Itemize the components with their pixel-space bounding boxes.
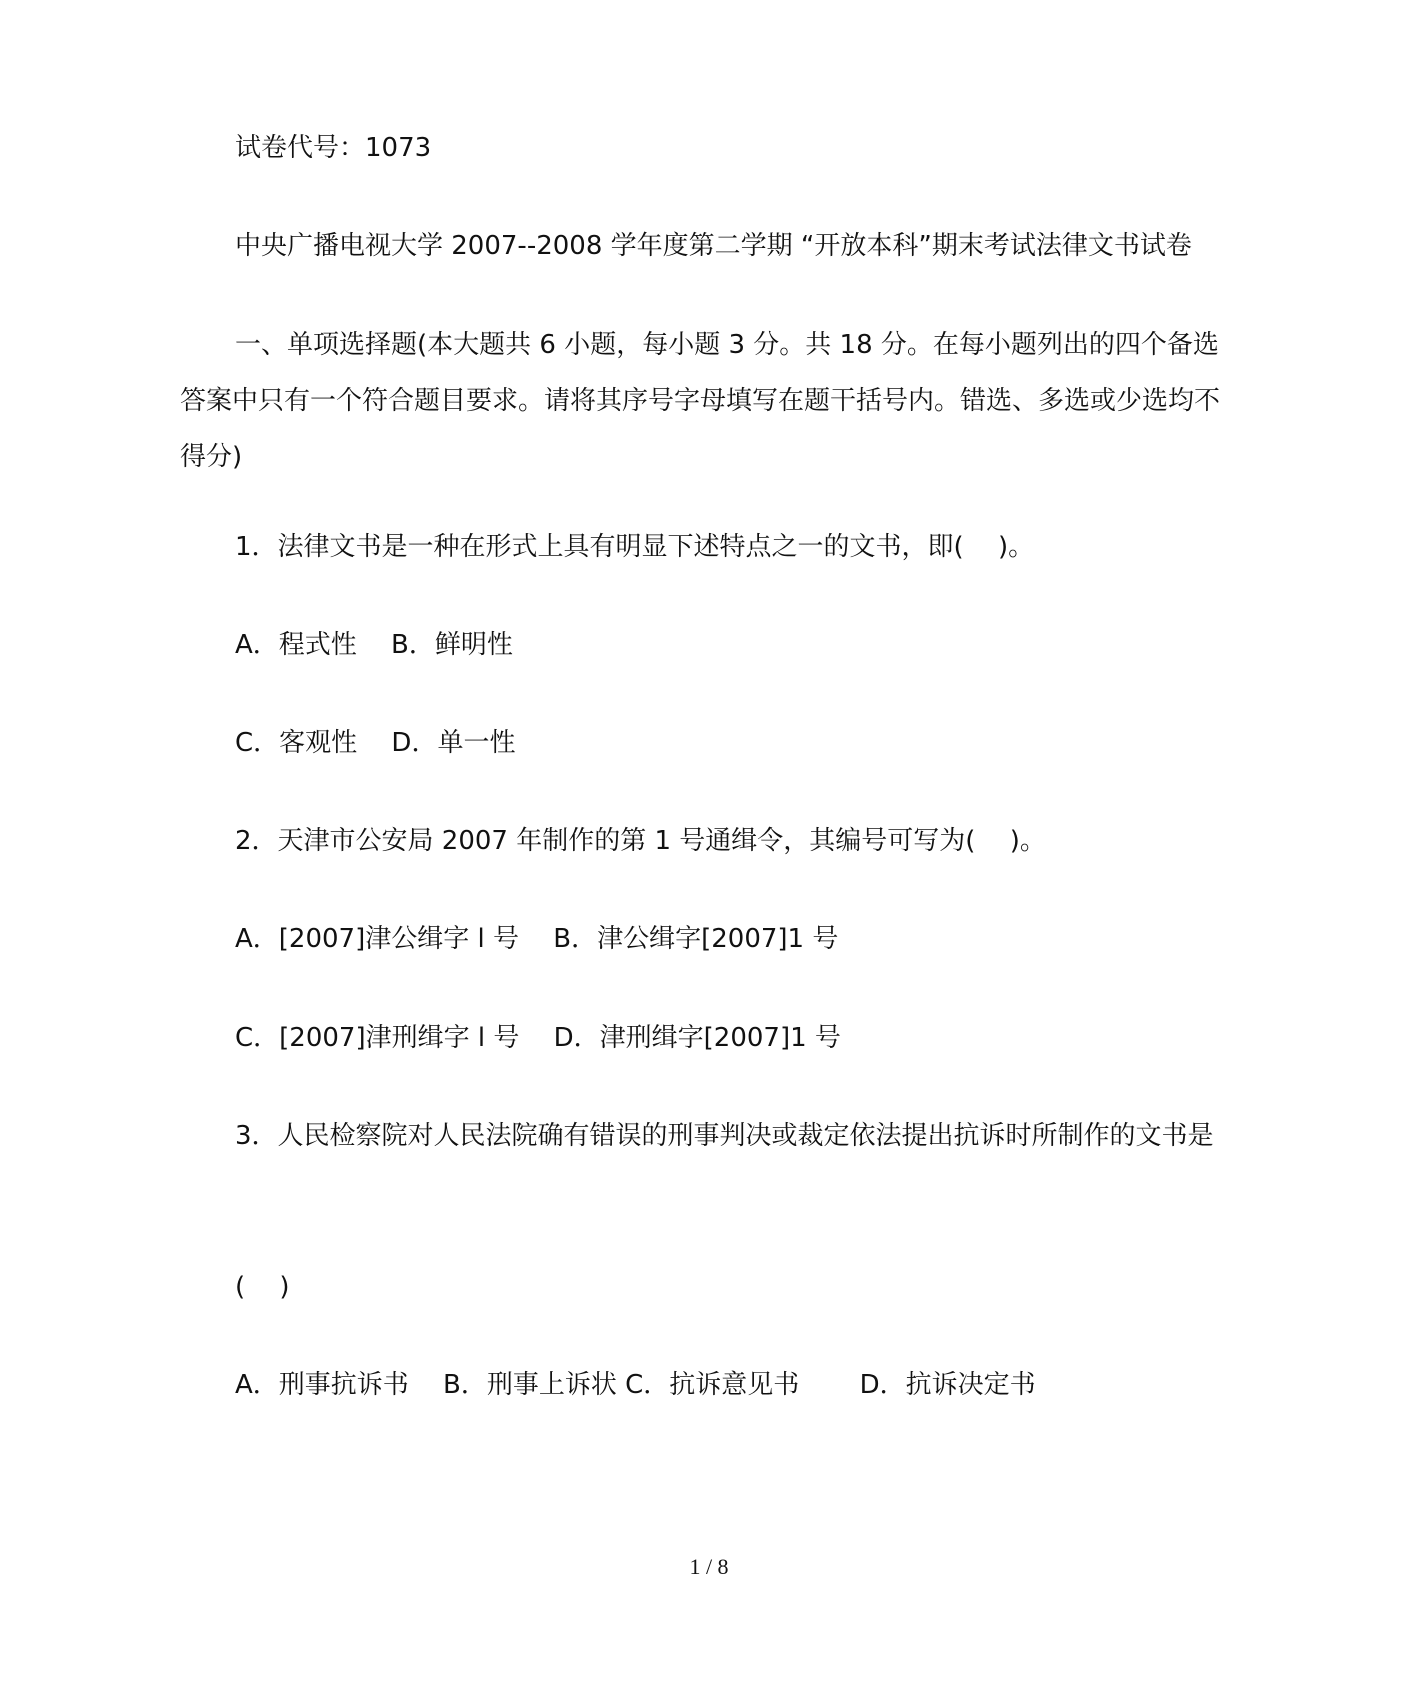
question-3-stem: 3．人民检察院对人民法院确有错误的刑事判决或裁定依法提出抗诉时所制作的文书是	[235, 1121, 1214, 1151]
page-number: 1 / 8	[689, 1554, 729, 1579]
question-1-options-ab: A．程式性 B．鲜明性	[235, 630, 513, 660]
question-2-options-ab: A．[2007]津公缉字 l 号 B．津公缉字[2007]1 号	[235, 924, 839, 954]
question-2-stem: 2．天津市公安局 2007 年制作的第 1 号通缉令，其编号可写为( )。	[235, 826, 1046, 856]
paper-code: 试卷代号：1073	[235, 133, 432, 163]
question-3-stem-continued: ( )	[235, 1272, 290, 1302]
question-1-stem: 1．法律文书是一种在形式上具有明显下述特点之一的文书，即( )。	[235, 532, 1035, 562]
section-heading: 一、单项选择题(本大题共 6 小题，每小题 3 分。共 18 分。在每小题列出的四个备选答案中只有一个符合题目要求。请将其序号字母填写在题干括号内。错选、多选或少选均不得分)	[180, 330, 1221, 472]
question-3-options: A．刑事抗诉书 B．刑事上诉状 C．抗诉意见书 D．抗诉决定书	[235, 1370, 1036, 1400]
exam-title: 中央广播电视大学 2007--2008 学年度第二学期 “开放本科”期末考试法律文书试卷	[235, 231, 1192, 261]
question-1-options-cd: C．客观性 D．单一性	[235, 728, 516, 758]
question-2-options-cd: C．[2007]津刑缉字 l 号 D．津刑缉字[2007]1 号	[235, 1023, 841, 1053]
